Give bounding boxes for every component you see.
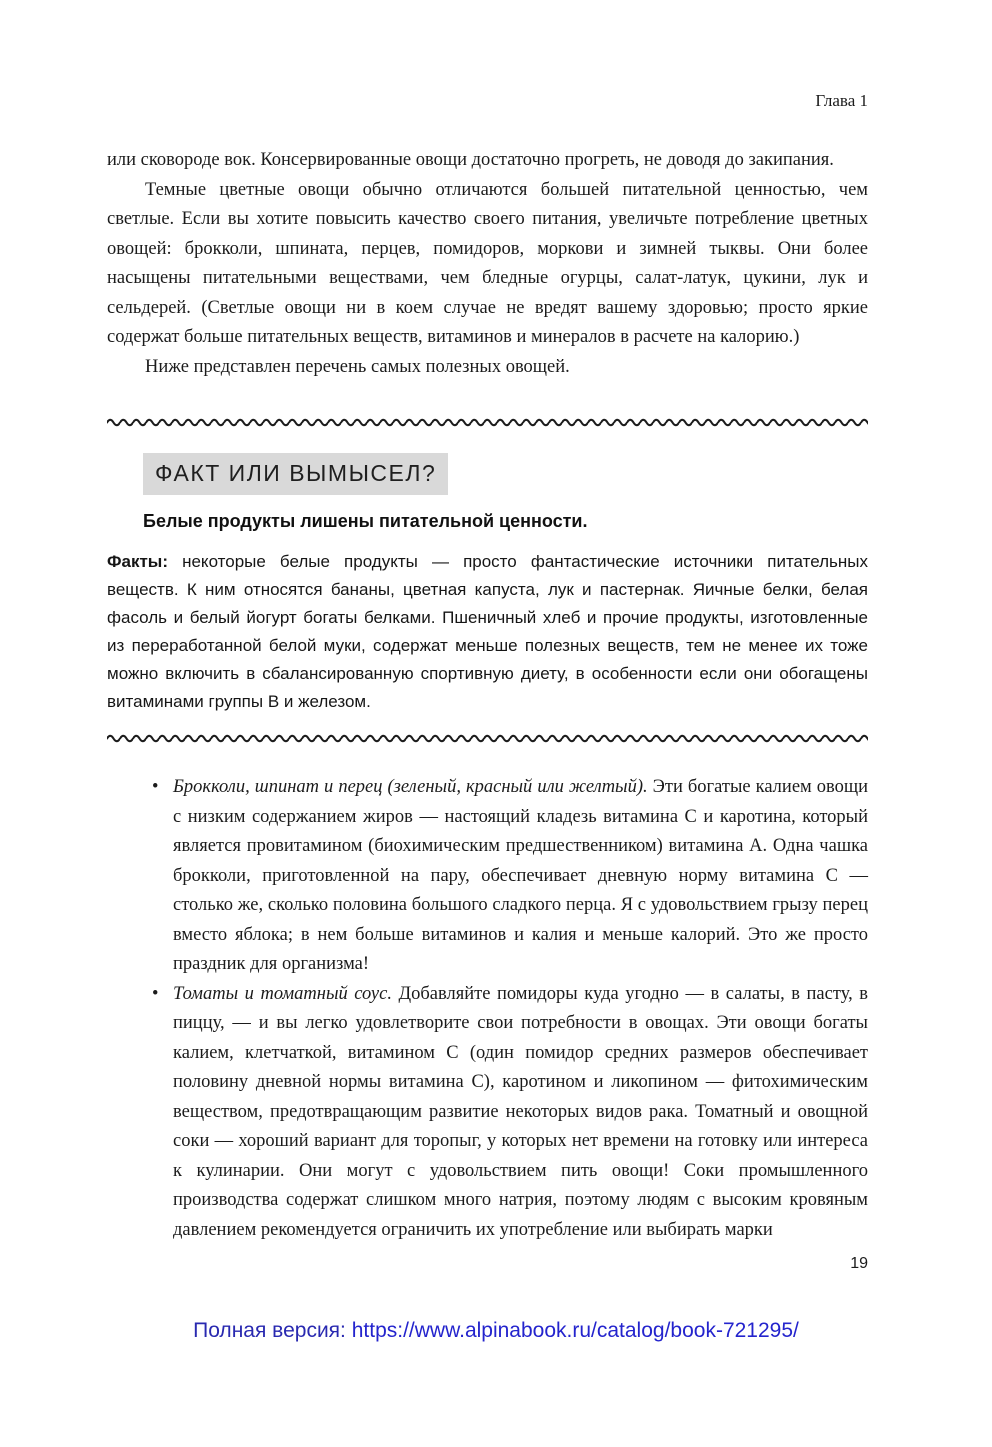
fact-box-claim: Белые продукты лишены питательной ценности. — [143, 511, 588, 531]
footer-label: Полная версия: — [193, 1319, 346, 1342]
vegetable-list — [107, 773, 868, 1245]
paragraph: Ниже представлен перечень самых полезных овощей. — [145, 356, 570, 377]
fact-box — [107, 427, 868, 716]
bullet-icon: • — [152, 983, 159, 1004]
facts-label: Факты: — [107, 552, 168, 571]
list-item-text: Эти богатые калием овощи с низким содержанием жиров — настоящий кладезь витамина C и каротина, который является провитамином (биохимическим предшественником) витамина А. Одна чашка брокколи, приготовленной на пару, обеспечивает дневную норму витамина C — столько же, сколько половина большого сладкого перца. Я с удовольствием грызу перец вместо яблока; в нем больше витаминов и калия и меньше калорий. Это же просто праздник для организма! — [173, 777, 869, 974]
wavy-divider-icon — [107, 734, 868, 743]
footer — [0, 1319, 992, 1343]
wavy-divider-icon — [107, 418, 868, 427]
fact-box-body — [107, 548, 868, 716]
page-number: 19 — [850, 1255, 868, 1272]
facts-text: некоторые белые продукты — просто фантастические источники питательных веществ. К ним относятся бананы, цветная капуста, лук и пастернак. Яичные белки, белая фасоль и белый йогурт богаты белками. Пшеничный хлеб и прочие продукты, изготовленные из переработанной белой муки, содержат меньше полезных веществ, тем не менее их тоже можно включить в сбалансированную спортивную диету, в особенности если они обогащены витаминами группы В и железом. — [107, 552, 868, 711]
fact-box-heading: ФАКТ ИЛИ ВЫМЫСЕЛ? — [143, 453, 448, 495]
list-item-text: Добавляйте помидоры куда угодно — в салаты, в пасту, в пиццу, — и вы легко удовлетворите свои потребности в овощах. Эти овощи богаты калием, клетчаткой, витамином C (один помидор средних размеров обеспечивает половину дневной нормы витамина C), каротином и ликопином — фитохимическим веществом, предотвращающим развитие некоторых видов рака. Томатный и овощной соки — хороший вариант для торопыг, у которых нет времени на готовку или интереса к кулинарии. Они могут с удовольствием пить овощи! Соки промышленного производства содержат слишком много натрия, поэтому людям с высоким кровяным давлением рекомендуется ограничить их употребление или выбирать марки — [173, 983, 868, 1240]
paragraph: или сковороде вок. Консервированные овощи достаточно прогреть, не доводя до закипания. — [107, 150, 834, 170]
list-item-lead: Томаты и томатный соус. — [173, 983, 392, 1004]
bullet-icon: • — [152, 777, 159, 797]
list-item — [152, 980, 868, 1246]
footer-link[interactable]: https://www.alpinabook.ru/catalog/book-721295/ — [351, 1319, 799, 1342]
paragraph: Темные цветные овощи обычно отличаются большей питательной ценностью, чем светлые. Если вы хотите повысить качество своего питания, увеличьте потребление цветных овощей: брокколи, шпината, перцев, помидоров, моркови и зимней тыквы. Они более насыщены питательными веществами, чем бледные огурцы, салат-латук, цукини, лук и сельдерей. (Светлые овощи ни в коем случае не вредят вашему здоровью; просто яркие содержат больше питательных веществ, витаминов и минералов в расчете на калорию.) — [107, 179, 868, 347]
body-text — [107, 146, 868, 382]
list-item — [152, 773, 869, 980]
list-item-lead: Брокколи, шпинат и перец (зеленый, красный или желтый). — [173, 777, 648, 797]
chapter-header: Глава 1 — [815, 91, 868, 110]
